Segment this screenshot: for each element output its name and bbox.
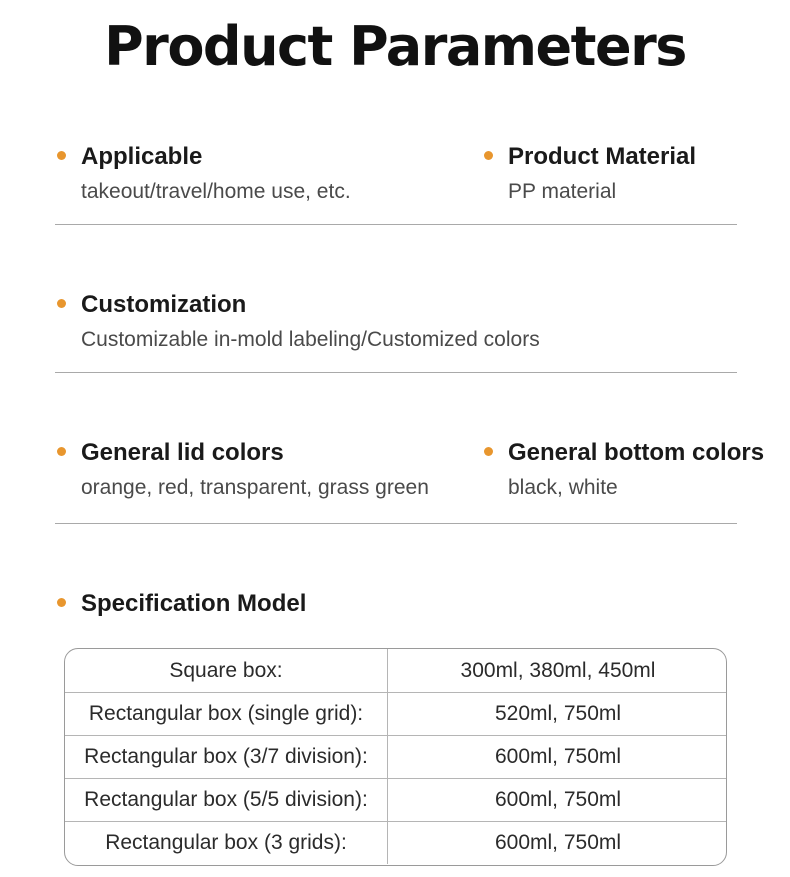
param-lid-colors [81,439,429,501]
spec-size-cell: 520ml, 750ml [387,693,727,735]
section-divider [55,224,737,225]
orange-dot-icon [57,151,66,160]
table-row [65,778,726,821]
spec-table [64,648,727,866]
param-value: orange, red, transparent, grass green [81,476,429,499]
table-row [65,649,726,692]
orange-dot-icon [484,151,493,160]
spec-model-cell: Rectangular box (3/7 division): [84,745,368,768]
section-divider [55,372,737,373]
orange-dot-icon [484,447,493,456]
spec-model-cell: Rectangular box (5/5 division): [84,788,368,811]
spec-model-cell: Rectangular box (3 grids): [105,831,347,854]
spec-size-cell: 600ml, 750ml [387,779,727,821]
param-label: General bottom colors [508,439,765,466]
spec-model-cell: Square box: [169,658,283,682]
param-customization [81,291,540,353]
page-title: Product Parameters [104,15,686,78]
param-label: General lid colors [81,439,284,466]
spec-size-cell: 600ml, 750ml [387,736,727,778]
spec-size-cell: 600ml, 750ml [387,822,727,864]
table-row [65,735,726,778]
table-row [65,821,726,864]
param-label: Applicable [81,143,203,170]
spec-size-cell: 300ml, 380ml, 450ml [387,649,727,692]
param-value: PP material [508,180,617,203]
param-material [508,143,696,205]
orange-dot-icon [57,447,66,456]
param-applicable [81,143,351,205]
table-row [65,692,726,735]
param-label: Customization [81,291,247,318]
param-value: black, white [508,476,618,499]
param-value: takeout/travel/home use, etc. [81,180,351,203]
section-divider [55,523,737,524]
param-specification [81,590,306,618]
orange-dot-icon [57,598,66,607]
param-value: Customizable in-mold labeling/Customized colors [81,328,540,351]
spec-model-cell: Rectangular box (single grid): [88,702,364,725]
param-label: Product Material [508,143,697,170]
param-bottom-colors [508,439,764,501]
orange-dot-icon [57,299,66,308]
param-label: Specification Model [81,590,307,617]
